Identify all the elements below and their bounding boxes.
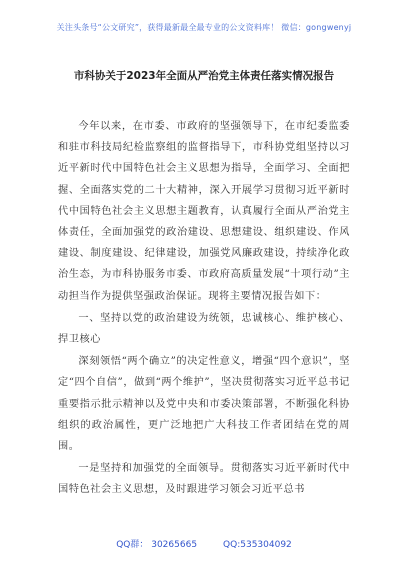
section-heading-1: 一、坚持以党的政治建设为统领，忠诚核心、维护核心、捍卫核心	[58, 312, 350, 346]
paragraph-political: 深刻领悟“两个确立”的决定性意义，增强“四个意识”，坚定“四个自信”，做到“两个维护”，坚决贯彻落实习近平总书记重要指示批示精神以及党中央和市委决策部署，不断强化科协组织的政治属性，更广泛地把广大科技工作者团结在党的周围。	[58, 356, 350, 453]
paragraph-point-one: 一是坚持和加强党的全面领导。贯彻落实习近平新时代中国特色社会主义思想，及时跟进学习领会习近平总书	[58, 463, 350, 496]
paragraph-intro: 今年以来，在市委、市政府的坚强领导下，在市纪委监委和驻市科技局纪检监察组的监督指导下，市科协党组坚持以习近平新时代中国特色社会主义思想为指导，全面学习、全面把握、全面落实党的二十大精神，深入开展学习贯彻习近平新时代中国特色社会主义思想主题教育，认真履行全面从严治党主体责任，全面加强党的政治建设、思想建设、组织建设、作风建设、制度建设、纪律建设，加强党风廉政建设，持续净化政治生态，为市科协服务市委、市政府高质量发展“十项行动”主动担当作为提供坚强政治保证。现将主要情况报告如下：	[58, 121, 350, 302]
footer-contact	[0, 537, 408, 550]
header-note: 关注头条号“公文研究”，获得最新最全最专业的公文资料库！ 微信：gongwenyj	[56, 23, 352, 32]
qq-group-label: QQ群： 30265665	[116, 540, 198, 550]
document-body	[58, 116, 350, 501]
document-title: 市科协关于2023年全面从严治党主体责任落实情况报告	[73, 70, 335, 82]
qq-number-label: QQ:535304092	[223, 540, 292, 550]
